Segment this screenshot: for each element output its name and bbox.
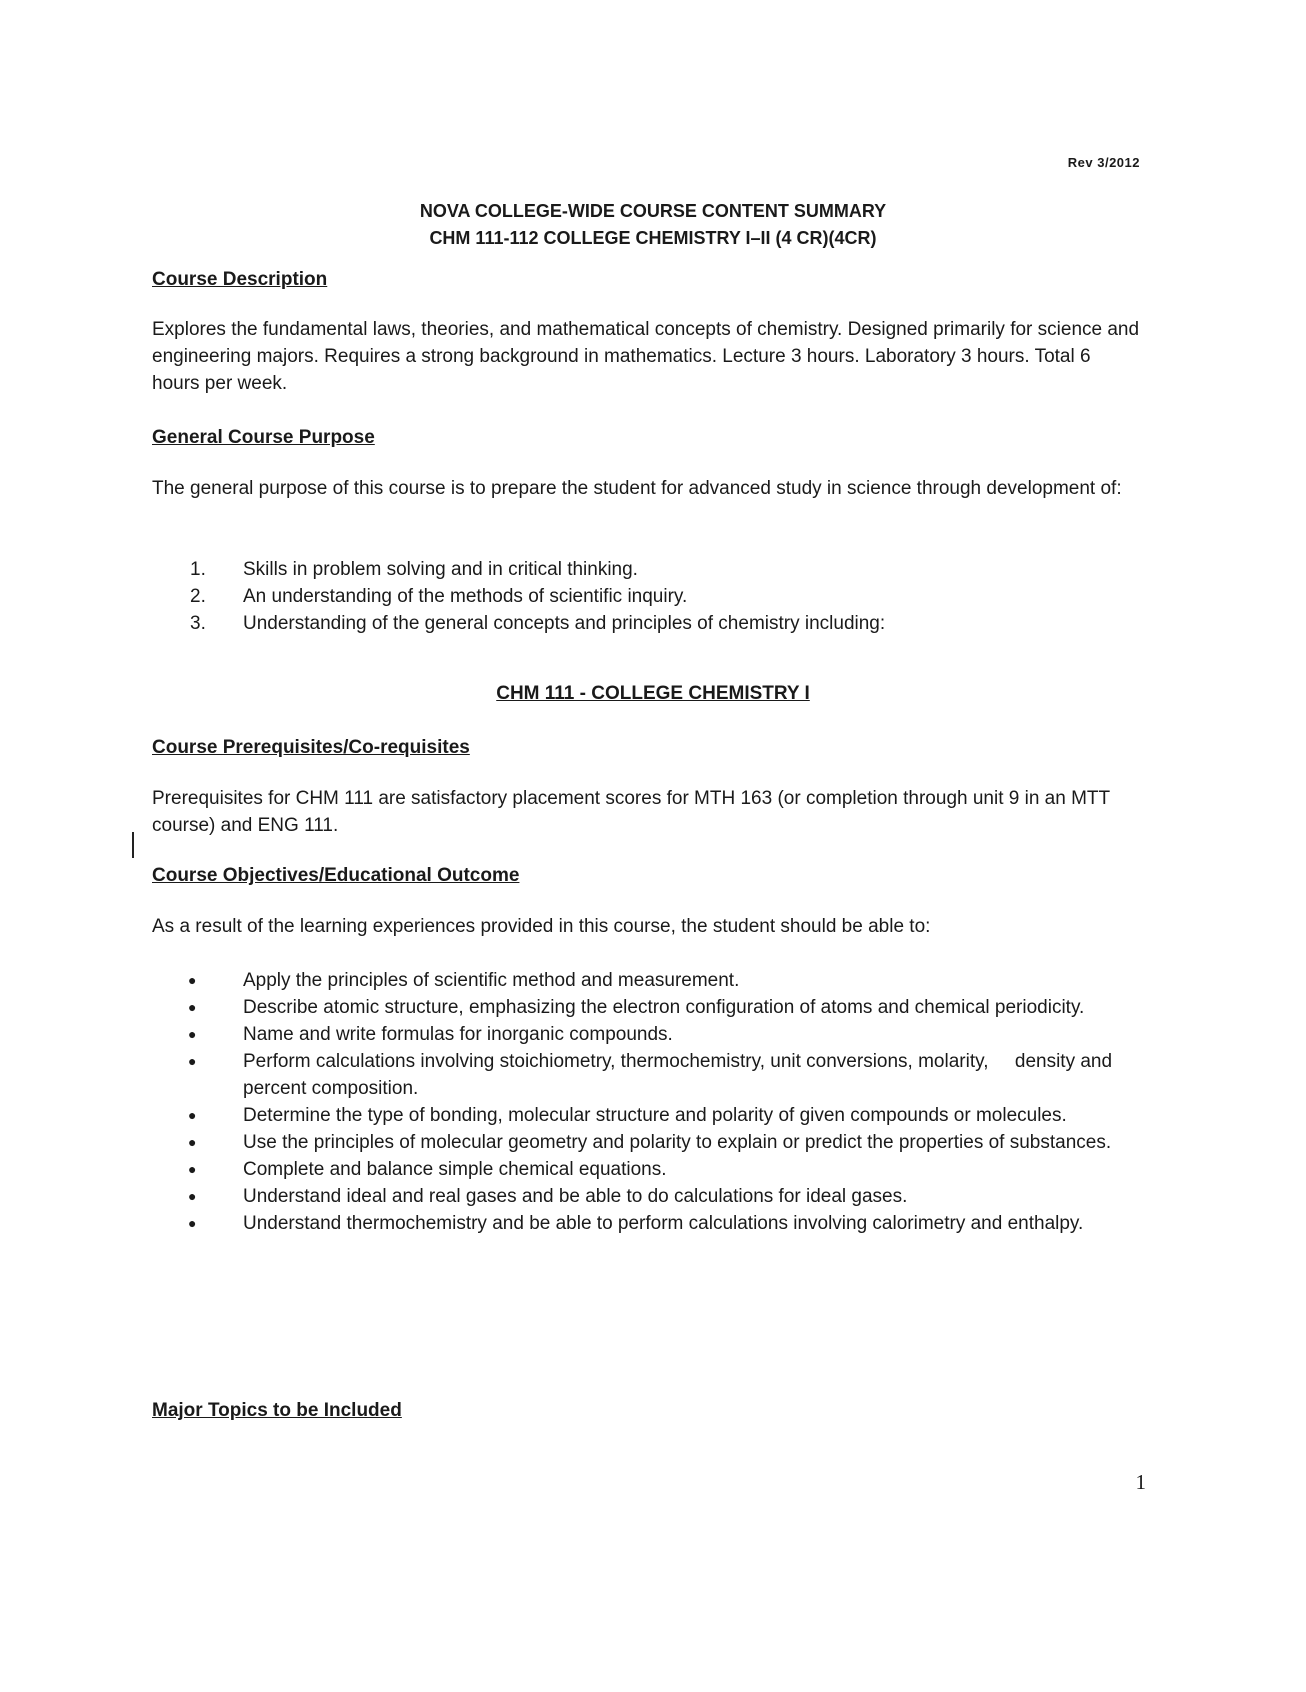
course-description-heading: Course Description (152, 269, 328, 290)
list-item-text: Complete and balance simple chemical equations. (243, 1159, 667, 1180)
major-topics-section (152, 1397, 1142, 1424)
objectives-list-wrap (152, 967, 1142, 1237)
bullet-icon: ● (188, 999, 197, 1015)
document-title (0, 198, 1306, 252)
objectives-list (152, 967, 1142, 1237)
list-item (152, 556, 1142, 583)
bullet-icon: ● (188, 1053, 197, 1069)
list-item-text: Perform calculations involving stoichiometry, thermochemistry, unit conversions, molarity, density and percent composition. (243, 1051, 1118, 1099)
list-item (152, 967, 1142, 994)
major-topics-heading: Major Topics to be Included (152, 1400, 402, 1421)
list-item-text: An understanding of the methods of scientific inquiry. (243, 586, 688, 607)
bullet-icon: ● (188, 1188, 197, 1204)
list-item-number: 2. (190, 586, 206, 607)
course-description-text: Explores the fundamental laws, theories, and mathematical concepts of chemistry. Designed primarily for science and engineering majors. Requires a strong background in mathematics. Lecture 3 hours. Laboratory 3 hours. Total 6 hours per week. (152, 319, 1140, 394)
revision-label: Rev 3/2012 (1067, 155, 1140, 170)
list-item-number: 1. (190, 559, 206, 580)
general-purpose-heading: General Course Purpose (152, 427, 375, 448)
general-purpose-intro: The general purpose of this course is to prepare the student for advanced study in science through development of: (152, 478, 1122, 499)
list-item (152, 610, 1142, 637)
general-purpose-section (152, 424, 1142, 451)
page-number: 1 (1135, 1470, 1146, 1494)
objectives-heading: Course Objectives/Educational Outcome (152, 865, 520, 886)
objectives-body (152, 913, 1142, 940)
list-item (152, 1021, 1142, 1048)
list-item (152, 1048, 1142, 1102)
list-item-text: Understand thermochemistry and be able to perform calculations involving calorimetry and enthalpy. (243, 1213, 1084, 1234)
list-item (152, 1102, 1142, 1129)
list-item-text: Skills in problem solving and in critical thinking. (243, 559, 638, 580)
bullet-icon: ● (188, 1161, 197, 1177)
bullet-icon: ● (188, 972, 197, 988)
objectives-intro: As a result of the learning experiences provided in this course, the student should be able to: (152, 916, 931, 937)
list-item (152, 1156, 1142, 1183)
prerequisites-body (152, 785, 1142, 839)
list-item-text: Name and write formulas for inorganic compounds. (243, 1024, 673, 1045)
prerequisites-heading: Course Prerequisites/Co-requisites (152, 737, 470, 758)
list-item-text: Understand ideal and real gases and be able to do calculations for ideal gases. (243, 1186, 908, 1207)
general-purpose-body (152, 475, 1142, 502)
bullet-icon: ● (188, 1026, 197, 1042)
general-purpose-list (152, 556, 1142, 637)
title-line-1: NOVA COLLEGE-WIDE COURSE CONTENT SUMMARY (419, 201, 887, 221)
list-item-text: Understanding of the general concepts and principles of chemistry including: (243, 613, 886, 634)
change-bar-marker (132, 832, 134, 858)
course-description-section (152, 266, 1142, 293)
list-item (152, 583, 1142, 610)
list-item (152, 1129, 1142, 1156)
prerequisites-text: Prerequisites for CHM 111 are satisfactory placement scores for MTH 163 (or completion through unit 9 in an MTT course) and ENG 111. (152, 788, 1110, 836)
objectives-section (152, 862, 1142, 889)
list-item-text: Apply the principles of scientific method and measurement. (243, 970, 740, 991)
title-line-2: CHM 111-112 COLLEGE CHEMISTRY I–II (4 CR)(4CR) (429, 228, 877, 248)
list-item (152, 1210, 1142, 1237)
course-description-body (152, 316, 1142, 397)
list-item (152, 994, 1142, 1021)
bullet-icon: ● (188, 1107, 197, 1123)
prerequisites-section (152, 734, 1142, 761)
chm111-heading: CHM 111 - COLLEGE CHEMISTRY I (496, 683, 810, 704)
list-item-text: Describe atomic structure, emphasizing the electron configuration of atoms and chemical periodicity. (243, 997, 1085, 1018)
list-item-number: 3. (190, 613, 206, 634)
general-purpose-list-wrap (152, 556, 1142, 637)
list-item-text: Determine the type of bonding, molecular structure and polarity of given compounds or molecules. (243, 1105, 1067, 1126)
bullet-icon: ● (188, 1215, 197, 1231)
list-item (152, 1183, 1142, 1210)
list-item-text: Use the principles of molecular geometry and polarity to explain or predict the properties of substances. (243, 1132, 1112, 1153)
bullet-icon: ● (188, 1134, 197, 1150)
